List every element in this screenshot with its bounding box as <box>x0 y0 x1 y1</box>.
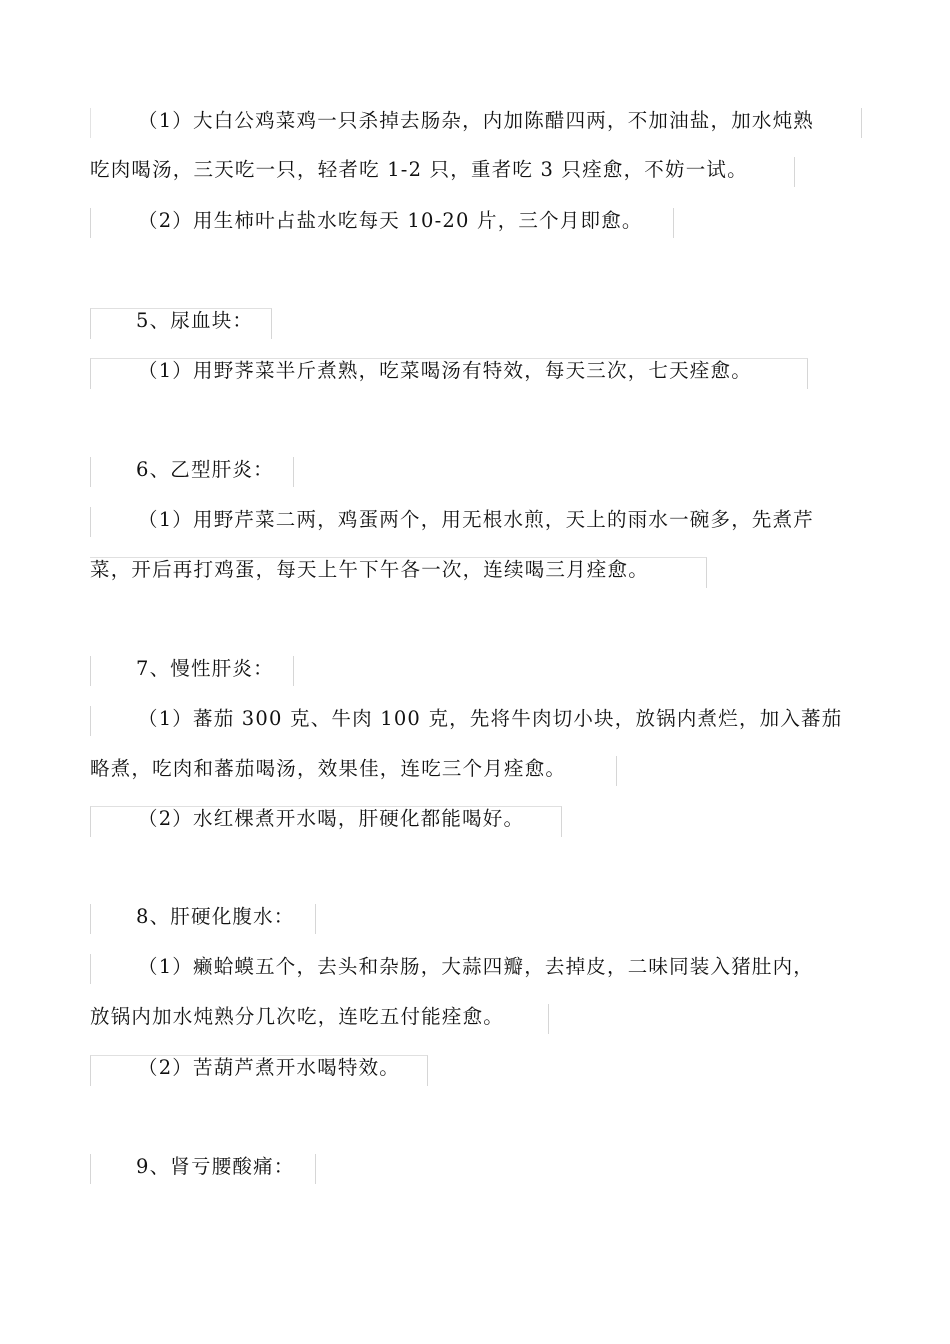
remedy-4-1-line-1: （1）大白公鸡菜鸡一只杀掉去肠杂，内加陈醋四两，不加油盐，加水炖熟 <box>138 109 815 132</box>
remedy-8-1-line-2: 放锅内加水炖熟分几次吃，连吃五付能痊愈。 <box>90 1005 505 1028</box>
remedy-4-1-line-2: 吃肉喝汤，三天吃一只，轻者吃 1-2 只，重者吃 3 只痊愈，不妨一试。 <box>90 158 748 181</box>
heading-8: 8、肝硬化腹水： <box>136 905 295 928</box>
remedy-7-2: （2）水红棵煮开水喝，肝硬化都能喝好。 <box>138 807 525 830</box>
remedy-6-1-line-2: 菜，开后再打鸡蛋，每天上午下午各一次，连续喝三月痊愈。 <box>90 558 649 581</box>
heading-7: 7、慢性肝炎： <box>136 657 274 680</box>
remedy-7-1-line-1: （1）蕃茄 300 克、牛肉 100 克，先将牛肉切小块，放锅内煮烂，加入蕃茄 <box>138 707 843 730</box>
remedy-7-1-line-2: 略煮，吃肉和蕃茄喝汤，效果佳，连吃三个月痊愈。 <box>90 757 567 780</box>
remedy-6-1-line-1: （1）用野芹菜二两，鸡蛋两个，用无根水煎，天上的雨水一碗多，先煮芹 <box>138 508 815 531</box>
heading-9: 9、肾亏腰酸痛： <box>136 1155 295 1178</box>
heading-5: 5、尿血块： <box>136 309 254 332</box>
heading-6: 6、乙型肝炎： <box>136 458 274 481</box>
remedy-8-2: （2）苦葫芦煮开水喝特效。 <box>138 1056 401 1079</box>
remedy-8-1-line-1: （1）癞蛤蟆五个，去头和杂肠，大蒜四瓣，去掉皮，二味同装入猪肚内， <box>138 955 815 978</box>
remedy-5-1: （1）用野荠菜半斤煮熟，吃菜喝汤有特效，每天三次，七天痊愈。 <box>138 359 752 382</box>
remedy-4-2: （2）用生柿叶占盐水吃每天 10-20 片，三个月即愈。 <box>138 209 643 232</box>
